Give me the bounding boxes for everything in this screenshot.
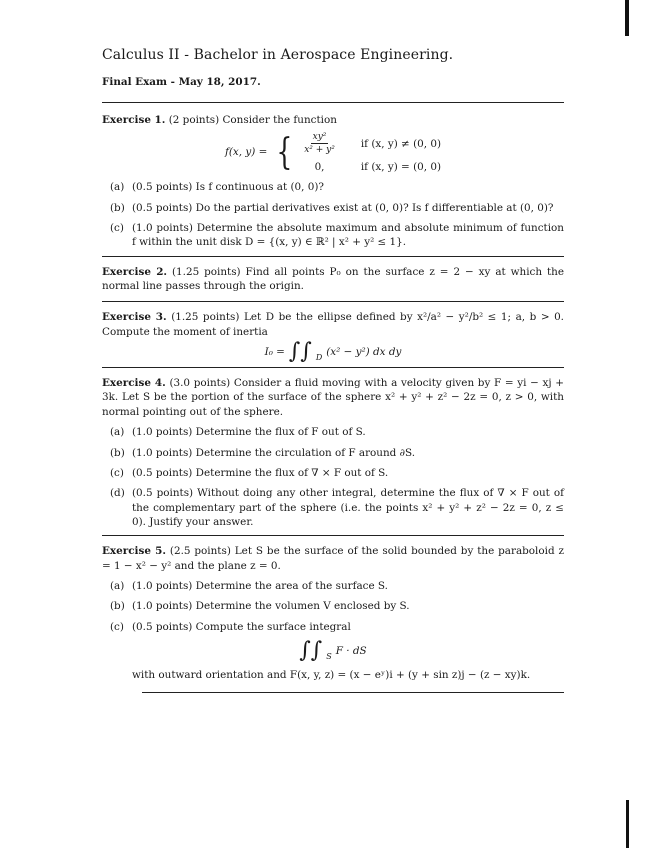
exercise-text: (1.25 points) Let D be the ellipse defined by x²/a² − y²/b² ≤ 1; a, b > 0. Compute the moment of inertia [102, 311, 564, 338]
exercise-heading: Exercise 4. [102, 377, 166, 390]
exercise-2 [102, 265, 564, 294]
surface-integral: ∫∫ S F · dS [299, 638, 367, 664]
exercise-text: with outward orientation and F(x, y, z) = (x − eʸ)i + (y + sin z)j − (z − xy)k. [132, 669, 531, 682]
exercise-5 [102, 544, 564, 682]
exam-title: Calculus II - Bachelor in Aerospace Engineering. [102, 47, 454, 63]
list-item: (b) (0.5 points) Do the partial derivatives exist at (0, 0)? Is f differentiable at (0, 0)? [110, 201, 554, 214]
exercise-3 [102, 310, 564, 363]
function-lhs: f(x, y) = [224, 146, 268, 159]
exercise-heading: Exercise 2. [102, 265, 168, 278]
list-item: (b) (1.0 points) Determine the circulation of F around ∂S. [110, 446, 416, 459]
case2-value: 0, [314, 160, 325, 173]
exercise-text: (2.5 points) Let S be the surface of the solid bounded by the paraboloid z = 1 − x² − y² and the plane z = 0. [102, 545, 564, 572]
list-item: (c) (0.5 points) Determine the flux of ∇ × F out of S. [110, 466, 389, 479]
exercise-4 [102, 376, 564, 529]
divider [102, 256, 564, 257]
parts-list [102, 425, 564, 529]
parts-list [102, 180, 564, 249]
exercise-heading: Exercise 1. [102, 113, 166, 126]
list-item: (b) (1.0 points) Determine the volumen V enclosed by S. [110, 600, 410, 613]
scan-artifact [625, 0, 629, 36]
exercise-text: (1.25 points) Find all points P₀ on the surface z = 2 − xy at which the normal line passes through the origin. [102, 265, 565, 292]
divider [102, 535, 564, 536]
parts-list [102, 579, 564, 634]
divider [102, 301, 564, 302]
divider [142, 692, 564, 693]
piecewise-function [102, 131, 564, 174]
list-item: (a) (1.0 points) Determine the flux of F out of S. [110, 426, 366, 439]
case1-fraction: $\frac{\text{xy²}}{\text{x² + y²}}$ [304, 132, 335, 156]
scan-artifact [626, 800, 629, 848]
list-item: (a) (0.5 points) Is f continuous at (0, 0)? [110, 181, 324, 194]
exercise-heading: Exercise 5. [102, 545, 166, 558]
case2-condition: if (x, y) = (0, 0) [360, 160, 442, 173]
exam-subtitle: Final Exam - May 18, 2017. [102, 76, 261, 89]
integral-icon: ∫∫ [299, 638, 323, 664]
list-item: (c) (1.0 points) Determine the absolute maximum and absolute minimum of function f within the unit disk D = {(x, y) ∈ ℝ² | x² + y² ≤ 1}. [110, 221, 564, 249]
list-item: (d) (0.5 points) Without doing any other integral, determine the flux of ∇ × F out of the complementary part of the sphere (i.e. the points x² + y² + z² − 2z = 0, z ≤ 0). Justify your answer. [110, 487, 564, 528]
exercise-heading: Exercise 3. [102, 311, 167, 324]
case1-condition: if (x, y) ≠ (0, 0) [360, 137, 442, 150]
exercise-1 [102, 113, 564, 250]
exam-page [102, 46, 564, 693]
list-item: (c) (0.5 points) Compute the surface integral [110, 620, 351, 633]
list-item: (a) (1.0 points) Determine the area of the surface S. [110, 580, 388, 593]
brace-icon: { [276, 131, 293, 173]
divider [102, 367, 564, 368]
exercise-text: (3.0 points) Consider a fluid moving with a velocity given by F = yi − xj + 3k. Let S be the portion of the surface of the sphere x² + y² + z² − 2z = 0, z > 0, with normal pointing out of the sphere. [102, 377, 564, 418]
moment-integral: I₀ = ∫∫ D (x² − y²) dx dy [264, 339, 402, 365]
divider [102, 102, 564, 103]
integral-icon: ∫∫ [288, 339, 312, 365]
exercise-intro: (2 points) Consider the function [168, 113, 337, 126]
